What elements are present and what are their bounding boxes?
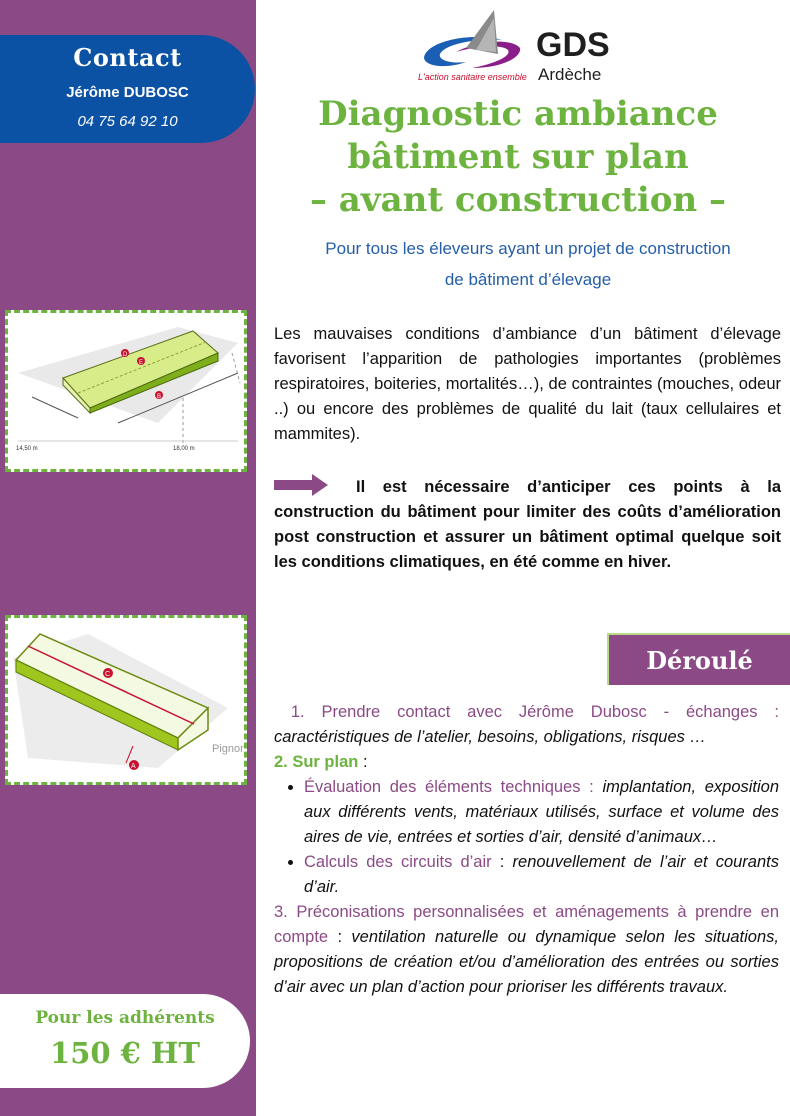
marker-c-label: C [105, 671, 111, 678]
marker-e-label: E [139, 360, 144, 366]
arrow-right-icon [274, 474, 328, 496]
building-gable-illustration [8, 618, 244, 782]
step-1-lead: 1. Prendre contact avec Jérôme Dubosc - échanges : [290, 703, 779, 721]
step-2-colon: : [358, 753, 368, 771]
step-3 [274, 900, 779, 1000]
marker-b-label: B [157, 394, 162, 400]
contact-title: Contact [73, 43, 182, 72]
gable-label: Pignon [212, 743, 244, 755]
section-label-deroule: Déroulé [607, 633, 790, 685]
bullet-2-lead: Calculs des circuits d’air [304, 853, 492, 871]
building-diagram-bottom [5, 615, 247, 785]
dimension-length: 18,00 m [173, 446, 195, 452]
step-2-bullets [274, 775, 779, 900]
logo-region: Ardèche [538, 65, 602, 84]
building-diagram-top [5, 310, 247, 472]
title-line-2: bâtiment sur plan [347, 137, 689, 177]
price-label: Pour les adhérents [35, 1008, 215, 1028]
contact-card [0, 35, 255, 143]
contact-phone[interactable]: 04 75 64 92 10 [77, 113, 178, 130]
emphasis-text: Il est nécessaire d’anticiper ces points à la construction du bâtiment pour limiter des coûts d’amélioration post construction et assurer un bâtiment optimal quelque soit les conditions climatiques, en été comme en hiver. [274, 478, 781, 571]
step-3-text: ventilation naturelle ou dynamique selon les situations, propositions de création et/ou d’amélioration des entrées ou sorties d’air avec un plan d’action pour prioriser les différents travaux. [274, 928, 779, 996]
title-line-1: Diagnostic ambiance [318, 94, 718, 134]
sidebar [0, 0, 256, 1116]
subtitle-line-2: de bâtiment d’élevage [444, 270, 612, 289]
page-title [268, 93, 768, 222]
bullet-2 [304, 850, 779, 900]
logo-tagline: L'action sanitaire ensemble [418, 72, 527, 82]
contact-name: Jérôme DUBOSC [66, 84, 189, 101]
bullet-2-colon: : [491, 853, 513, 871]
intro-paragraph: Les mauvaises conditions d’ambiance d’un bâtiment d’élevage favorisent l’apparition de pathologies importantes (problèmes respiratoires, boiteries, mortalités…), de contraintes (mouches, odeur ..) ou encore des problèmes de qualité du lait (taux cellulaires et mammites). [274, 325, 781, 443]
steps-list [274, 700, 779, 1000]
bullet-1-text: implantation, exposition aux différents vents, matériaux utilisés, surface et volume des aires de vie, entrées et sorties d’air, densité d’animaux… [304, 778, 780, 846]
bullet-1 [304, 775, 779, 850]
bullet-2-text: renouvellement de l’air et courants d’air. [304, 853, 779, 896]
step-1 [274, 700, 779, 750]
step-3-colon: : [328, 928, 352, 946]
marker-d-label: D [123, 352, 128, 358]
subtitle-line-1: Pour tous les éleveurs ayant un projet de construction [325, 239, 731, 258]
title-line-3: – avant construction – [309, 180, 727, 220]
price-card [0, 994, 250, 1088]
price-value: 150 € HT [50, 1036, 200, 1070]
emphasis-paragraph [274, 474, 781, 575]
marker-a-label: A [131, 763, 136, 770]
step-2 [274, 750, 779, 775]
step-2-lead: 2. Sur plan [274, 753, 359, 771]
logo-name: GDS [536, 26, 610, 64]
subtitle [268, 233, 788, 295]
dimension-width: 14,50 m [16, 446, 38, 452]
gds-logo-mark-icon [416, 10, 646, 85]
step-1-text: caractéristiques de l’atelier, besoins, obligations, risques … [274, 728, 706, 746]
building-plan-illustration [8, 313, 244, 469]
gds-logo [416, 10, 646, 85]
step-3-lead: 3. Préconisations personnalisées et aménagements à prendre en compte [274, 903, 779, 946]
bullet-1-lead: Évaluation des éléments techniques : [304, 778, 594, 796]
